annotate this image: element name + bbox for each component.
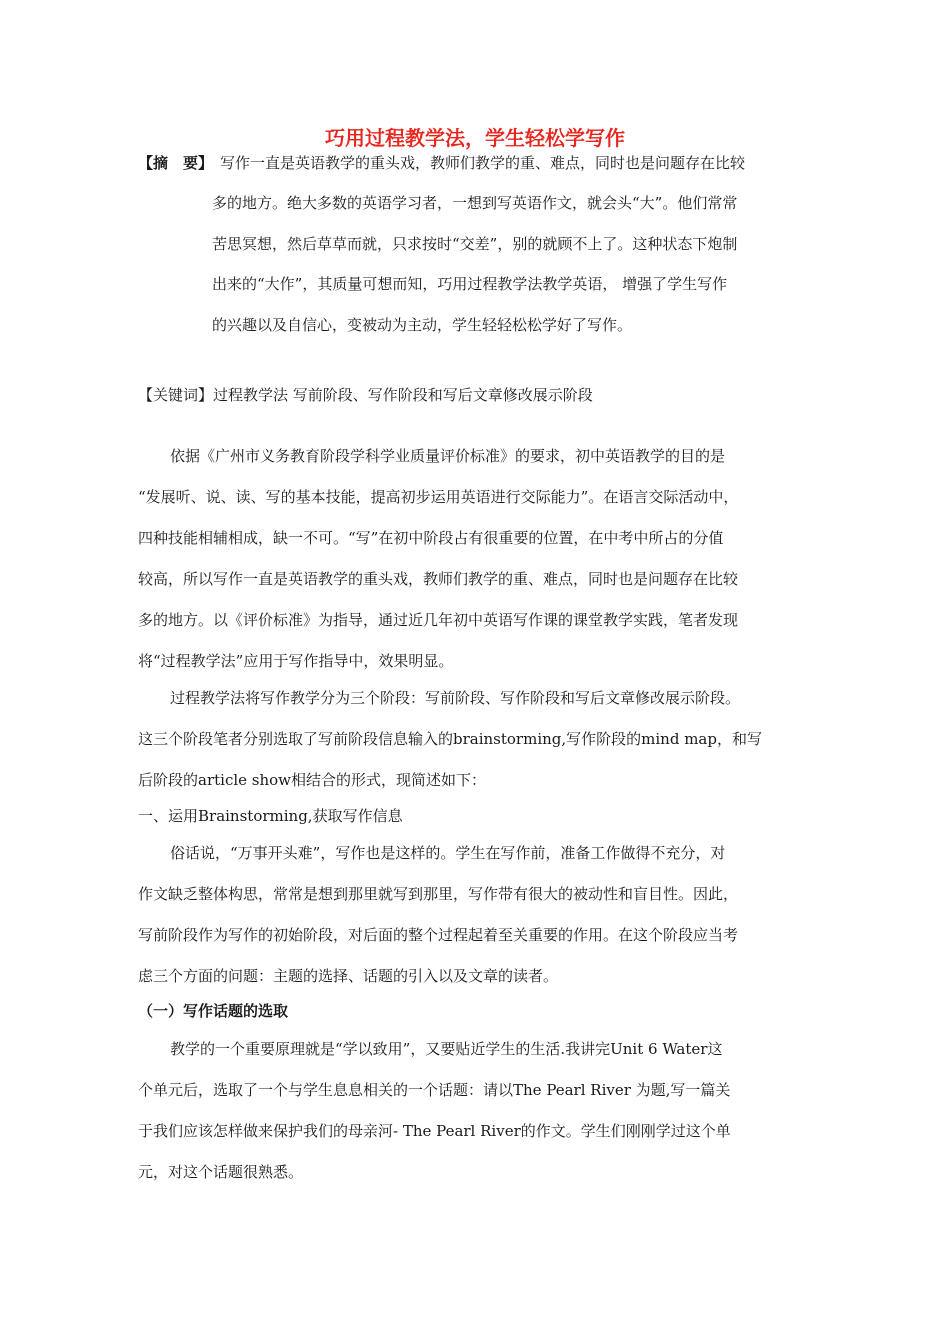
paragraph-line: 将“过程教学法”应用于写作指导中，效果明显。 [138,652,454,670]
paragraph-line: 教学的一个重要原理就是“学以致用”，又要贴近学生的生活.我讲完Unit 6 Water这 [170,1040,723,1058]
paragraph-line: 较高，所以写作一直是英语教学的重头戏，教师们教学的重、难点，同时也是问题存在比较 [138,570,739,588]
abstract-line: 的兴趣以及自信心，变被动为主动，学生轻轻松松学好了写作。 [212,316,633,334]
subsection-heading: （一）写作话题的选取 [138,1002,289,1020]
paragraph-line: 依据《广州市义务教育阶段学科学业质量评价标准》的要求，初中英语教学的目的是 [170,447,726,465]
paragraph-line: 这三个阶段笔者分别选取了写前阶段信息输入的brainstorming,写作阶段的mind map，和写 [138,730,762,748]
abstract-line: 出来的“大作”，其质量可想而知，巧用过程教学法教学英语， 增强了学生写作 [212,275,728,293]
paragraph-line: 多的地方。以《评价标准》为指导，通过近几年初中英语写作课的课堂教学实践，笔者发现 [138,611,739,629]
paragraph-line: 写前阶段作为写作的初始阶段，对后面的整个过程起着至关重要的作用。在这个阶段应当考 [138,926,739,944]
section-heading: 一、运用Brainstorming,获取写作信息 [138,807,403,825]
paragraph-line: 元，对这个话题很熟悉。 [138,1163,304,1181]
abstract-line: 苦思冥想，然后草草而就，只求按时“交差”，别的就顾不上了。这种状态下炮制 [212,235,738,253]
paragraph-line: 后阶段的article show相结合的形式，现简述如下： [138,771,487,789]
keywords: 【关键词】过程教学法 写前阶段、写作阶段和写后文章修改展示阶段 [138,386,593,404]
paragraph-line: 于我们应该怎样做来保护我们的母亲河- The Pearl River的作文。学生们刚刚学过这个单 [138,1122,731,1140]
paragraph-line: “发展听、说、读、写的基本技能，提高初步运用英语进行交际能力”。在语言交际活动中， [138,488,739,506]
abstract-line: 写作一直是英语教学的重头戏，教师们教学的重、难点，同时也是问题存在比较 [220,154,746,172]
paragraph-line: 个单元后，选取了一个与学生息息相关的一个话题：请以The Pearl River 为题,写一篇关 [138,1081,731,1099]
document-title: 巧用过程教学法，学生轻松学写作 [325,126,625,150]
paragraph-line: 作文缺乏整体构思，常常是想到那里就写到那里，写作带有很大的被动性和盲目性。因此， [138,885,739,903]
paragraph-line: 四种技能相辅相成，缺一不可。“写”在初中阶段占有很重要的位置，在中考中所占的分值 [138,529,724,547]
abstract-label: 【摘 要】 [138,154,214,172]
paragraph-line: 俗话说，“万事开头难”，写作也是这样的。学生在写作前，准备工作做得不充分，对 [170,844,726,862]
paragraph-line: 过程教学法将写作教学分为三个阶段：写前阶段、写作阶段和写后文章修改展示阶段。 [170,689,741,707]
paragraph-line: 虑三个方面的问题：主题的选择、话题的引入以及文章的读者。 [138,967,559,985]
abstract-line: 多的地方。绝大多数的英语学习者，一想到写英语作文，就会头“大”。他们常常 [212,194,738,212]
